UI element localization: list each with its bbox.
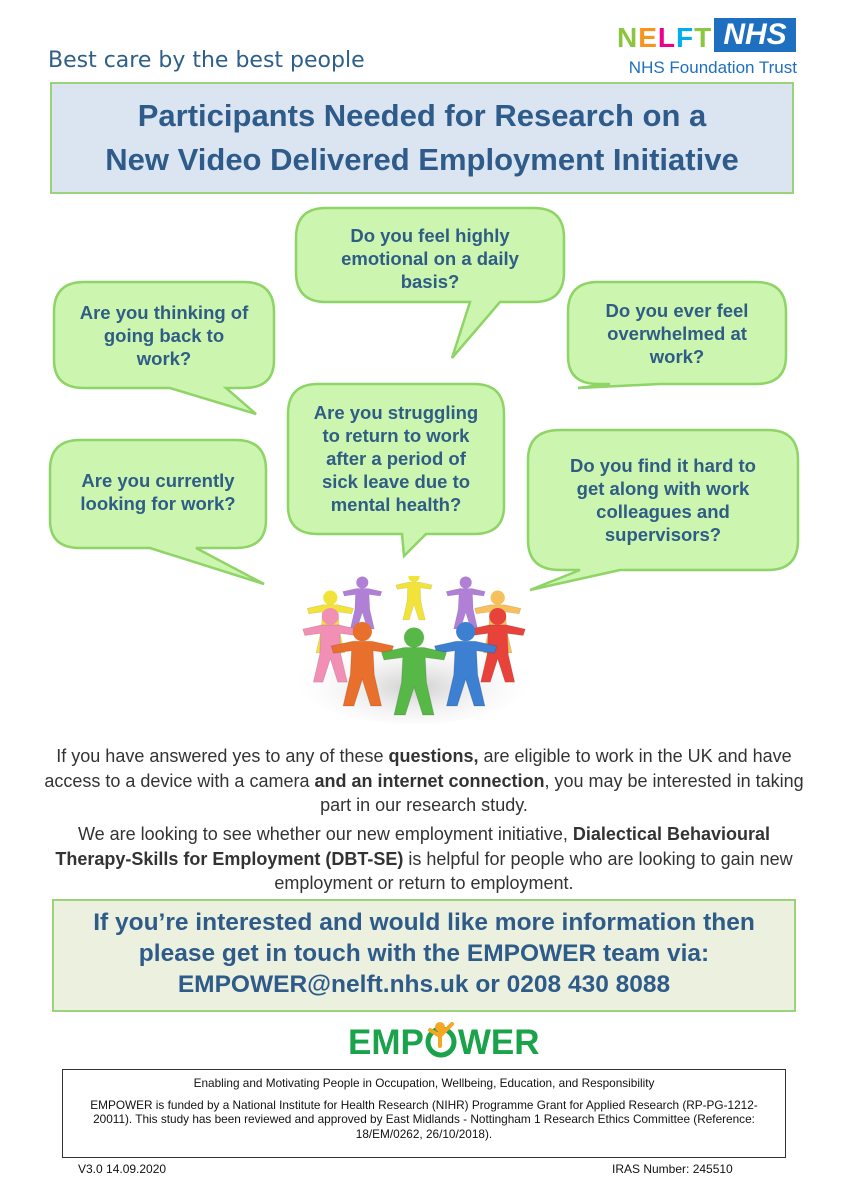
nhs-logo: NHS — [714, 18, 796, 52]
question-5: Are you currently looking for work? — [80, 470, 236, 514]
nelft-letter: E — [638, 22, 658, 53]
iras-number: IRAS Number: 245510 — [612, 1162, 733, 1176]
paper-person-figure — [396, 576, 432, 620]
footer-box — [62, 1069, 786, 1158]
tagline: Best care by the best people — [48, 48, 365, 73]
nelft-letter: L — [657, 22, 677, 53]
question-2: Are you thinking of going back to work? — [79, 301, 249, 369]
contact-line-1: If you’re interested and would like more information then — [93, 909, 755, 936]
empower-o-person-icon — [424, 1020, 458, 1058]
question-6: Do you find it hard to get along with work colleagues and supervisors? — [569, 455, 756, 545]
body-paragraph-2: We are looking to see whether our new employment initiative, Dialectical Behavioural Therapy-Skills for Employment (DBT-SE) is helpful for people who are looking to gain new employment or return to employment. — [55, 824, 793, 893]
title-line-1: Participants Needed for Research on a — [137, 98, 707, 133]
title-line-2: New Video Delivered Employment Initiative — [105, 142, 739, 177]
paper-person-figure — [446, 577, 485, 630]
footer-acronym: Enabling and Motivating People in Occupation, Wellbeing, Education, and Responsibility — [193, 1076, 655, 1090]
version-label: V3.0 14.09.2020 — [78, 1162, 167, 1176]
question-3: Do you ever feel overwhelmed at work? — [605, 299, 749, 367]
contact-line-3[interactable]: EMPOWER@nelft.nhs.uk or 0208 430 8088 — [177, 971, 671, 998]
contact-box — [52, 899, 796, 1012]
paper-person-figure — [343, 577, 382, 630]
question-4: Are you struggling to return to work after a period of sick leave due to mental health? — [313, 401, 479, 515]
trust-name: NHS Foundation Trust — [628, 58, 797, 77]
question-1: Do you feel highly emotional on a daily basis? — [341, 224, 519, 292]
nelft-letter: T — [694, 22, 713, 53]
footer-funding: EMPOWER is funded by a National Institute for Health Research (NIHR) Programme Grant for Applied Research (RP-PG-1212-20011). This study has been reviewed and approved by East Midlands - Nottingham 1 Research Ethics Committee (Reference: 18/EM/0262, 26/10/2018). — [90, 1097, 758, 1141]
empower-logo: EMP WER — [348, 1020, 540, 1062]
nelft-letter: F — [676, 22, 695, 53]
people-circle-illustration — [296, 576, 532, 726]
nelft-letter: N — [617, 22, 639, 53]
body-paragraph-1: If you have answered yes to any of these questions, are eligible to work in the UK and have access to a device with a camera and an internet connection, you may be interested in taking part in our research study. — [44, 746, 804, 815]
contact-line-2: please get in touch with the EMPOWER team via: — [138, 940, 710, 967]
